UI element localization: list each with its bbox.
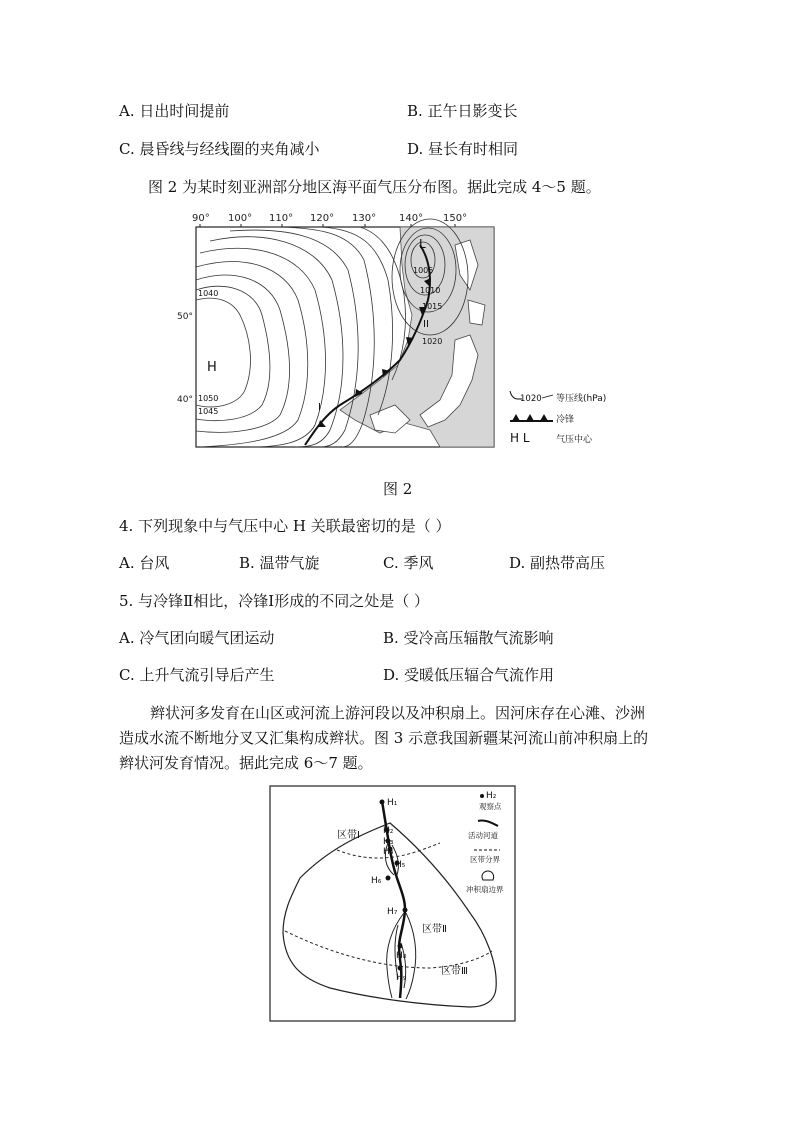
legend-isobar-text: 等压线(hPa) [556,394,607,404]
figure-2-pressure-map [0,205,794,505]
q5-option-c: C. 上升气流引导后产生 [119,666,275,684]
isobar-label: 1005 [413,266,434,275]
legend-point-symbol: H₂ [486,791,497,801]
low-pressure-label: L [419,237,426,251]
isobar-label: 1045 [198,407,219,416]
zone-label-iii: 区带Ⅲ [441,966,468,977]
lon-label: 90° [192,213,210,224]
front-i-label: I [318,402,321,413]
legend-center-text: 气压中心 [556,435,593,445]
lon-label: 120° [310,213,335,224]
lon-label: 110° [269,213,294,224]
point-label: H₈ [396,951,407,961]
point-label: H₃ [383,837,394,847]
lat-label: 40° [177,395,193,405]
passage-line-2: 造成水流不断地分叉又汇集构成辫状。图 3 示意我国新疆某河流山前冲积扇上的 [119,729,649,747]
high-pressure-label: H [207,360,217,375]
q3-option-a: A. 日出时间提前 [119,102,230,120]
legend-front-text: 冷锋 [556,415,575,425]
isobar-label: 1015 [422,302,443,311]
legend-center-symbols: H L [510,431,530,445]
point-label: H₇ [387,907,398,917]
passage-line-1: 辫状河多发育在山区或河流上游河段以及冲积扇上。因河床存在心滩、沙洲 [150,704,646,722]
point-label: H₅ [395,860,406,870]
lon-label: 140° [399,213,424,224]
point-label: H₁ [387,798,398,808]
figure-2-caption: 图 2 [383,480,413,498]
q4-stem: 4. 下列现象中与气压中心 H 关联最密切的是（ ） [119,517,451,535]
legend-fan-text: 冲积扇边界 [466,885,504,894]
point-label: H₂ [383,826,394,836]
q4-option-c: C. 季风 [383,554,434,572]
longitude-labels [192,213,467,224]
lon-label: 100° [228,213,253,224]
legend-channel-text: 活动河道 [468,831,498,840]
q4-option-b: B. 温带气旋 [239,554,320,572]
point-label: H₄ [383,847,394,857]
legend-point-text: 观察点 [479,802,502,811]
zone-label-ii: 区带Ⅱ [422,924,447,935]
lat-label: 50° [177,312,193,322]
legend-boundary-text: 区带分界 [470,855,500,864]
lon-label: 150° [443,213,468,224]
q5-option-d: D. 受暖低压辐合气流作用 [383,666,555,684]
q4-option-a: A. 台风 [119,554,170,572]
point-label: H₆ [371,876,382,886]
isobar-label: 1020 [422,337,443,346]
q3-option-b: B. 正午日影变长 [407,102,518,120]
observation-point-legend-icon [480,794,484,798]
front-ii-label: II [423,319,429,330]
legend-isobar-sample: 1020 [520,394,542,404]
isobar-label: 1050 [198,394,219,403]
fig2-intro: 图 2 为某时刻亚洲部分地区海平面气压分布图。据此完成 4～5 题。 [148,178,601,196]
q5-option-a: A. 冷气团向暖气团运动 [119,629,275,647]
q5-option-b: B. 受冷高压辐散气流影响 [383,629,554,647]
q3-option-d: D. 昼长有时相同 [407,140,519,158]
figure-3-alluvial-fan [0,783,794,1033]
q3-option-c: C. 晨昏线与经线圈的夹角减小 [119,140,320,158]
zone-label-i: 区带Ⅰ [337,830,360,841]
q4-option-d: D. 副热带高压 [509,554,606,572]
point-label: H₉ [396,973,407,983]
q5-stem: 5. 与冷锋Ⅱ相比，冷锋Ⅰ形成的不同之处是（ ） [119,592,429,610]
isobar-label: 1040 [198,289,219,298]
passage-line-3: 辫状河发育情况。据此完成 6～7 题。 [119,754,373,772]
fig2-legend [510,391,606,445]
lon-label: 130° [352,213,377,224]
isobar-label: 1010 [420,286,441,295]
